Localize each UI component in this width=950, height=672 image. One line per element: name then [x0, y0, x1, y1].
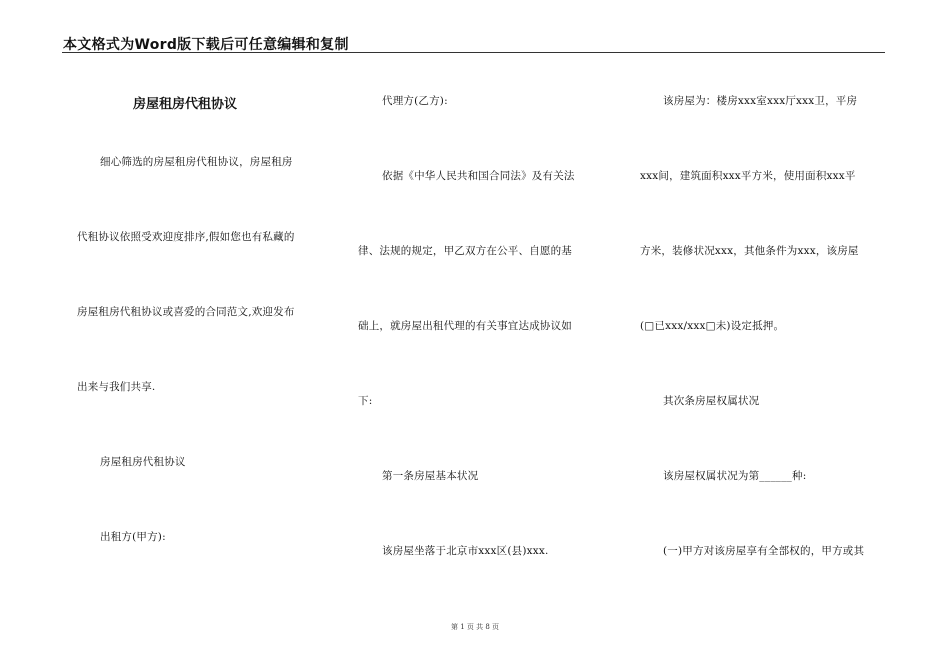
section-heading: 其次条房屋权属状况: [663, 395, 760, 407]
text-line: 房屋租房代租协议或喜爱的合同范文,欢迎发布: [77, 306, 295, 318]
text-line: 出租方(甲方):: [100, 531, 166, 543]
text-line: 细心筛选的房屋租房代租协议，房屋租房: [100, 156, 293, 168]
document-title: 房屋租房代租协议: [133, 97, 238, 112]
text-line: xxx间，建筑面积xxx平方米，使用面积xxx平: [640, 170, 856, 182]
section-heading: 第一条房屋基本状况: [382, 470, 479, 482]
text-line: 该房屋为：楼房xxx室xxx厅xxx卫，平房: [663, 95, 858, 107]
text-line: 该房屋权属状况为第______种:: [663, 470, 807, 482]
text-line: 该房屋坐落于北京市xxx区(县)xxx.: [382, 545, 549, 557]
text-line: 下:: [358, 395, 373, 407]
text-line: 方米，装修状况xxx，其他条件为xxx，该房屋: [640, 245, 859, 257]
text-line: 律、法规的规定，甲乙双方在公平、自愿的基: [358, 245, 572, 257]
section-heading: 房屋租房代租协议: [100, 456, 186, 468]
page-number: 第 1 页 共 8 页: [450, 623, 500, 631]
text-line: 代理方(乙方):: [382, 95, 448, 107]
header-divider: [62, 52, 885, 53]
text-line: 出来与我们共享.: [77, 381, 156, 393]
text-line: (一)甲方对该房屋享有全部权的，甲方或其: [663, 545, 865, 557]
document-header: 本文格式为Word版下载后可任意编辑和复制: [63, 37, 349, 53]
text-line: (□已xxx/xxx□未)设定抵押。: [640, 320, 785, 332]
text-line: 础上，就房屋出租代理的有关事宜达成协议如: [358, 320, 572, 332]
text-line: 代租协议依照受欢迎度排序,假如您也有私藏的: [77, 231, 295, 243]
text-line: 依据《中华人民共和国合同法》及有关法: [382, 170, 575, 182]
